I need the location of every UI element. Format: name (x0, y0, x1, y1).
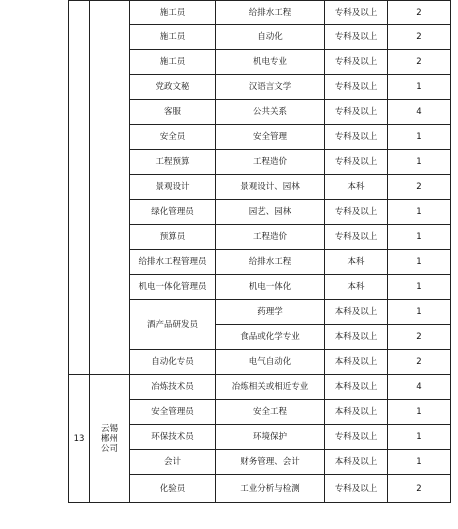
count-cell: 1 (388, 150, 451, 175)
position-cell: 化验员 (130, 475, 216, 503)
count-cell: 2 (388, 175, 451, 200)
position-cell: 机电一体化管理员 (130, 275, 216, 300)
position-cell: 党政文秘 (130, 75, 216, 100)
count-cell: 1 (388, 425, 451, 450)
education-cell: 专科及以上 (325, 25, 388, 50)
count-cell: 2 (388, 475, 451, 503)
position-cell: 给排水工程管理员 (130, 250, 216, 275)
major-cell: 药理学 (216, 300, 325, 325)
position-cell: 酒产品研发员 (130, 300, 216, 350)
major-cell: 财务管理、会计 (216, 450, 325, 475)
major-cell: 电气自动化 (216, 350, 325, 375)
major-cell: 食品或化学专业 (216, 325, 325, 350)
company-name-line: 公司 (100, 443, 118, 454)
position-cell: 客服 (130, 100, 216, 125)
education-cell: 专科及以上 (325, 225, 388, 250)
education-cell: 本科及以上 (325, 325, 388, 350)
index-cell-empty (69, 1, 90, 375)
major-cell: 给排水工程 (216, 250, 325, 275)
position-cell: 安全管理员 (130, 400, 216, 425)
count-cell: 2 (388, 325, 451, 350)
position-cell: 景观设计 (130, 175, 216, 200)
education-cell: 本科 (325, 175, 388, 200)
education-cell: 本科及以上 (325, 375, 388, 400)
education-cell: 专科及以上 (325, 1, 388, 25)
major-cell: 工程造价 (216, 150, 325, 175)
major-cell: 工程造价 (216, 225, 325, 250)
education-cell: 本科及以上 (325, 350, 388, 375)
education-cell: 专科及以上 (325, 100, 388, 125)
count-cell: 1 (388, 75, 451, 100)
count-cell: 1 (388, 450, 451, 475)
major-cell: 汉语言文学 (216, 75, 325, 100)
major-cell: 安全管理 (216, 125, 325, 150)
index-cell: 13 (69, 375, 90, 503)
major-cell: 园艺、园林 (216, 200, 325, 225)
position-cell: 绿化管理员 (130, 200, 216, 225)
count-cell: 1 (388, 200, 451, 225)
position-cell: 冶炼技术员 (130, 375, 216, 400)
recruitment-table (68, 0, 451, 503)
major-cell: 公共关系 (216, 100, 325, 125)
education-cell: 专科及以上 (325, 75, 388, 100)
major-cell: 景观设计、园林 (216, 175, 325, 200)
count-cell: 1 (388, 225, 451, 250)
position-cell: 施工员 (130, 25, 216, 50)
count-cell: 1 (388, 125, 451, 150)
company-name-line: 云锡 (100, 423, 118, 434)
major-cell: 安全工程 (216, 400, 325, 425)
count-cell: 2 (388, 1, 451, 25)
position-cell: 会计 (130, 450, 216, 475)
education-cell: 专科及以上 (325, 50, 388, 75)
position-cell: 预算员 (130, 225, 216, 250)
major-cell: 给排水工程 (216, 1, 325, 25)
education-cell: 专科及以上 (325, 425, 388, 450)
position-cell: 环保技术员 (130, 425, 216, 450)
education-cell: 本科及以上 (325, 300, 388, 325)
count-cell: 1 (388, 250, 451, 275)
count-cell: 2 (388, 50, 451, 75)
position-cell: 施工员 (130, 50, 216, 75)
education-cell: 专科及以上 (325, 125, 388, 150)
count-cell: 1 (388, 400, 451, 425)
company-cell (90, 375, 130, 503)
count-cell: 4 (388, 375, 451, 400)
major-cell: 自动化 (216, 25, 325, 50)
company-cell-empty (90, 1, 130, 375)
education-cell: 专科及以上 (325, 150, 388, 175)
count-cell: 1 (388, 300, 451, 325)
position-cell: 安全员 (130, 125, 216, 150)
count-cell: 2 (388, 25, 451, 50)
company-name-line: 郴州 (100, 433, 118, 444)
major-cell: 机电一体化 (216, 275, 325, 300)
table-row (69, 375, 451, 400)
education-cell: 专科及以上 (325, 475, 388, 503)
education-cell: 本科 (325, 275, 388, 300)
count-cell: 4 (388, 100, 451, 125)
education-cell: 本科及以上 (325, 400, 388, 425)
position-cell: 自动化专员 (130, 350, 216, 375)
education-cell: 本科 (325, 250, 388, 275)
major-cell: 环境保护 (216, 425, 325, 450)
major-cell: 冶炼相关或相近专业 (216, 375, 325, 400)
position-cell: 工程预算 (130, 150, 216, 175)
count-cell: 2 (388, 350, 451, 375)
education-cell: 专科及以上 (325, 200, 388, 225)
table-row (69, 1, 451, 25)
major-cell: 工业分析与检测 (216, 475, 325, 503)
education-cell: 本科及以上 (325, 450, 388, 475)
major-cell: 机电专业 (216, 50, 325, 75)
count-cell: 1 (388, 275, 451, 300)
position-cell: 施工员 (130, 1, 216, 25)
